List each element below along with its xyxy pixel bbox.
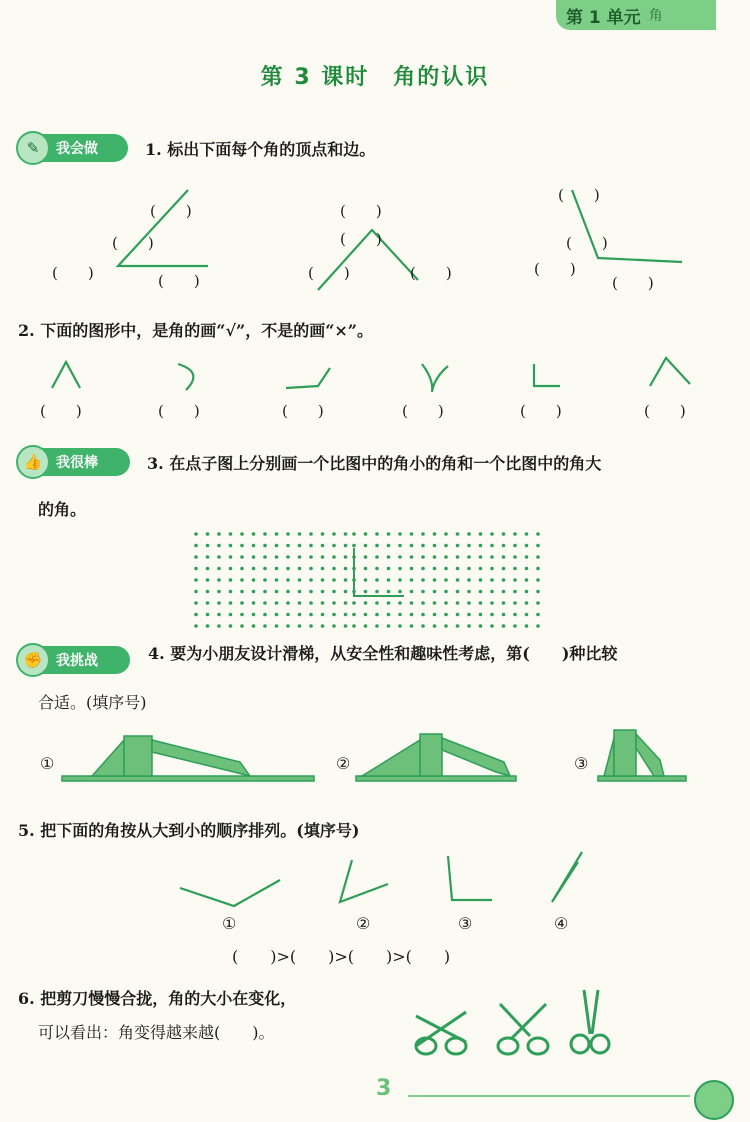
answer-blank[interactable]: ( ): [644, 402, 686, 420]
side-blank[interactable]: ( ): [534, 260, 576, 278]
answer-blank[interactable]: ( ): [40, 402, 82, 420]
question-3-line2: 的角。: [38, 500, 87, 519]
answer-blank[interactable]: ( ): [520, 402, 562, 420]
vertex-blank[interactable]: ( ): [52, 264, 94, 282]
badge-label: 我挑战: [56, 653, 98, 669]
thumbs-up-icon: 👍: [16, 445, 50, 479]
answer-blank[interactable]: ( ): [402, 402, 444, 420]
pencil-icon: ✎: [16, 131, 50, 165]
side-blank[interactable]: ( ): [558, 186, 600, 204]
question-6-line2: 可以看出：角变得越来越( )。: [38, 1023, 275, 1042]
side-blank[interactable]: ( ): [308, 264, 350, 282]
question-5: 5. 把下面的角按从大到小的顺序排列。(填序号): [18, 821, 360, 840]
angle-label-3: ③: [458, 914, 473, 933]
mascot-icon: [694, 1080, 734, 1120]
angle-label-4: ④: [554, 914, 569, 933]
question-4-line1: 4. 要为小朋友设计滑梯，从安全性和趣味性考虑，第( )种比较: [148, 644, 618, 663]
vertex-blank[interactable]: ( ): [566, 234, 608, 252]
angle-label-2: ②: [356, 914, 371, 933]
slide-label-1: ①: [40, 754, 55, 773]
footer-rule: [408, 1095, 690, 1097]
badge-label: 我会做: [56, 141, 98, 157]
vertex-blank[interactable]: ( ): [150, 202, 192, 220]
page-number: 3: [376, 1076, 392, 1101]
side-blank[interactable]: ( ): [612, 274, 654, 292]
slide-label-3: ③: [574, 754, 589, 773]
order-answer-row[interactable]: ( )>( )>( )>( ): [232, 947, 451, 966]
unit-label: 第 1 单元: [566, 7, 641, 28]
unit-topic: 角: [648, 8, 663, 24]
question-3-line1: 3. 在点子图上分别画一个比图中的角小的角和一个比图中的角大: [147, 454, 602, 473]
slide-label-2: ②: [336, 754, 351, 773]
answer-blank[interactable]: ( ): [282, 402, 324, 420]
question-2: 2. 下面的图形中，是角的画“√”，不是的画“×”。: [18, 321, 374, 340]
question-4-line2: 合适。(填序号): [38, 693, 147, 712]
side-blank[interactable]: ( ): [340, 230, 382, 248]
page-title: 第 3 课时 角的认识: [260, 65, 490, 90]
vertex-blank[interactable]: ( ): [340, 202, 382, 220]
side-blank[interactable]: ( ): [410, 264, 452, 282]
question-1: 1. 标出下面每个角的顶点和边。: [145, 140, 376, 159]
side-blank[interactable]: ( ): [158, 272, 200, 290]
scissors-icon: [571, 990, 609, 1053]
fist-icon: ✊: [16, 643, 50, 677]
scissors-icon: [498, 1004, 548, 1054]
answer-blank[interactable]: ( ): [158, 402, 200, 420]
angle-label-1: ①: [222, 914, 237, 933]
scissors-icon: [416, 1012, 466, 1054]
side-blank[interactable]: ( ): [112, 234, 154, 252]
question-6-line1: 6. 把剪刀慢慢合拢，角的大小在变化，: [18, 989, 297, 1008]
badge-label: 我很棒: [56, 455, 98, 471]
